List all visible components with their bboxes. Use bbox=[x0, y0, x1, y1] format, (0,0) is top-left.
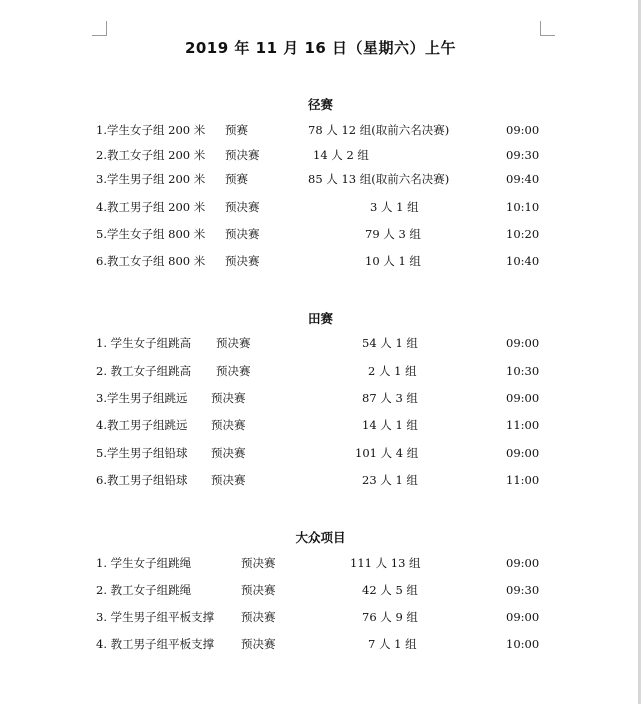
event-time: 10:00 bbox=[506, 637, 540, 651]
event-name: 3.学生男子组 200 米 bbox=[96, 172, 206, 186]
schedule-row bbox=[0, 472, 641, 488]
schedule-row bbox=[0, 253, 641, 269]
schedule-row bbox=[0, 390, 641, 406]
event-round: 预决赛 bbox=[216, 364, 251, 378]
event-count: 7 人 1 组 bbox=[368, 637, 417, 651]
event-name: 2. 教工女子组跳高 bbox=[96, 364, 192, 378]
event-round: 预决赛 bbox=[225, 200, 260, 214]
page-corner-mark-top-right bbox=[540, 21, 555, 36]
event-round: 预决赛 bbox=[241, 556, 276, 570]
schedule-row bbox=[0, 335, 641, 351]
event-round: 预决赛 bbox=[211, 446, 246, 460]
event-count: 23 人 1 组 bbox=[362, 473, 418, 487]
event-time: 10:40 bbox=[506, 254, 540, 268]
event-round: 预决赛 bbox=[211, 418, 246, 432]
event-time: 09:00 bbox=[506, 556, 540, 570]
event-name: 3. 学生男子组平板支撑 bbox=[96, 610, 215, 624]
event-time: 11:00 bbox=[506, 418, 540, 432]
event-time: 09:30 bbox=[506, 148, 540, 162]
schedule-row bbox=[0, 147, 641, 163]
event-round: 预决赛 bbox=[225, 227, 260, 241]
event-name: 1. 学生女子组跳绳 bbox=[96, 556, 192, 570]
event-round: 预赛 bbox=[225, 123, 248, 137]
event-name: 5.学生女子组 800 米 bbox=[96, 227, 206, 241]
event-round: 预决赛 bbox=[216, 336, 251, 350]
event-count: 3 人 1 组 bbox=[370, 200, 419, 214]
event-name: 4. 教工男子组平板支撑 bbox=[96, 637, 215, 651]
event-round: 预决赛 bbox=[211, 391, 246, 405]
event-time: 09:00 bbox=[506, 123, 540, 137]
event-time: 10:20 bbox=[506, 227, 540, 241]
event-round: 预决赛 bbox=[241, 610, 276, 624]
event-time: 09:40 bbox=[506, 172, 540, 186]
event-count: 79 人 3 组 bbox=[365, 227, 421, 241]
section-title-track: 径赛 bbox=[307, 97, 333, 112]
event-round: 预决赛 bbox=[241, 583, 276, 597]
event-name: 1.学生女子组 200 米 bbox=[96, 123, 206, 137]
event-count: 87 人 3 组 bbox=[362, 391, 418, 405]
event-count: 54 人 1 组 bbox=[362, 336, 418, 350]
schedule-row bbox=[0, 636, 641, 652]
page-corner-mark-top-left bbox=[92, 21, 107, 36]
event-name: 6.教工女子组 800 米 bbox=[96, 254, 206, 268]
event-count: 85 人 13 组(取前六名决赛) bbox=[308, 172, 450, 186]
event-time: 09:30 bbox=[506, 583, 540, 597]
event-time: 10:10 bbox=[506, 200, 540, 214]
schedule-row bbox=[0, 445, 641, 461]
event-count: 42 人 5 组 bbox=[362, 583, 418, 597]
event-time: 11:00 bbox=[506, 473, 540, 487]
event-name: 3.学生男子组跳远 bbox=[96, 391, 188, 405]
event-name: 2. 教工女子组跳绳 bbox=[96, 583, 192, 597]
schedule-row bbox=[0, 582, 641, 598]
event-round: 预决赛 bbox=[225, 148, 260, 162]
schedule-row bbox=[0, 171, 641, 187]
event-count: 111 人 13 组 bbox=[350, 556, 421, 570]
event-name: 1. 学生女子组跳高 bbox=[96, 336, 192, 350]
event-count: 76 人 9 组 bbox=[362, 610, 418, 624]
schedule-row bbox=[0, 226, 641, 242]
schedule-row bbox=[0, 555, 641, 571]
schedule-row bbox=[0, 122, 641, 138]
schedule-row bbox=[0, 363, 641, 379]
event-round: 预赛 bbox=[225, 172, 248, 186]
event-name: 4.教工男子组 200 米 bbox=[96, 200, 206, 214]
event-count: 14 人 2 组 bbox=[313, 148, 369, 162]
event-time: 09:00 bbox=[506, 391, 540, 405]
event-name: 6.教工男子组铅球 bbox=[96, 473, 188, 487]
event-name: 4.教工男子组跳远 bbox=[96, 418, 188, 432]
event-count: 2 人 1 组 bbox=[368, 364, 417, 378]
event-name: 2.教工女子组 200 米 bbox=[96, 148, 206, 162]
event-time: 09:00 bbox=[506, 336, 540, 350]
event-round: 预决赛 bbox=[211, 473, 246, 487]
event-name: 5.学生男子组铅球 bbox=[96, 446, 188, 460]
page-title: 2019 年 11 月 16 日（星期六）上午 bbox=[184, 39, 457, 57]
event-time: 09:00 bbox=[506, 610, 540, 624]
event-count: 14 人 1 组 bbox=[362, 418, 418, 432]
event-count: 78 人 12 组(取前六名决赛) bbox=[308, 123, 450, 137]
section-title-field: 田赛 bbox=[307, 311, 333, 326]
schedule-row bbox=[0, 199, 641, 215]
event-time: 09:00 bbox=[506, 446, 540, 460]
event-time: 10:30 bbox=[506, 364, 540, 378]
section-title-public: 大众项目 bbox=[295, 530, 346, 545]
schedule-row bbox=[0, 417, 641, 433]
event-round: 预决赛 bbox=[225, 254, 260, 268]
event-count: 101 人 4 组 bbox=[355, 446, 419, 460]
schedule-row bbox=[0, 609, 641, 625]
event-count: 10 人 1 组 bbox=[365, 254, 421, 268]
event-round: 预决赛 bbox=[241, 637, 276, 651]
